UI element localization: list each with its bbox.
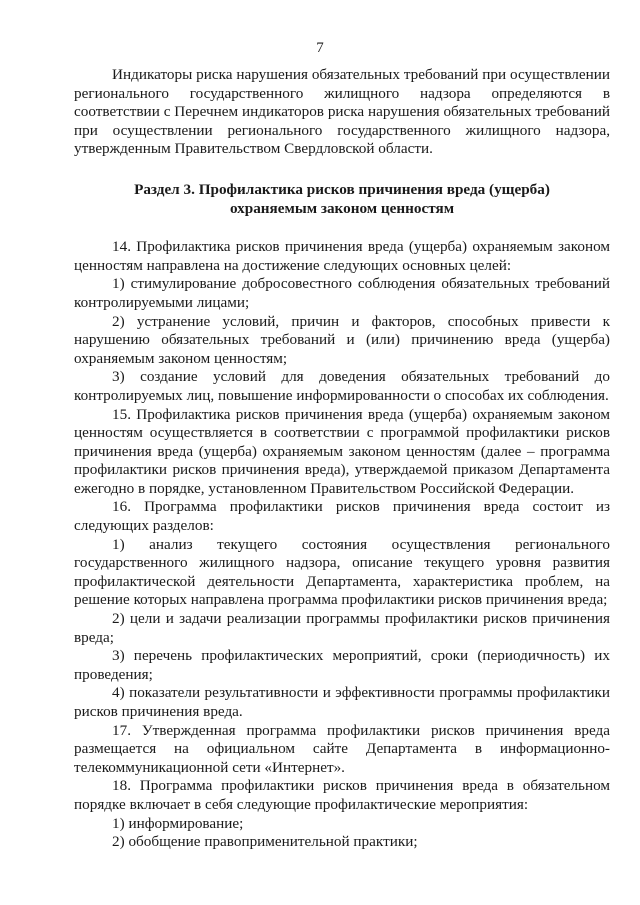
list-item-16-2: 2) цели и задачи реализации программы профилактики рисков причинения вреда; [74,610,610,646]
paragraph-17: 17. Утвержденная программа профилактики рисков причинения вреда размещается на официальном сайте Департамента в информационно-телекоммуникационной сети «Интернет». [74,721,610,776]
list-item-18-2: 2) обобщение правоприменительной практики; [112,833,418,851]
paragraph-18: 18. Программа профилактики рисков причинения вреда в обязательном порядке включает в себя следующие профилактические мероприятия: [74,777,610,813]
list-item-14-2: 2) устранение условий, причин и факторов, способных привести к нарушению обязательных требований и (или) причинению вреда (ущерба) охраняемым законом ценностям; [74,312,610,367]
list-item-14-3: 3) создание условий для доведения обязательных требований до контролируемых лиц, повышение информированности о способах их соблюдения. [74,368,610,404]
list-item-16-4: 4) показатели результативности и эффективности программы профилактики рисков причинения вреда. [74,684,610,720]
list-item-18-1: 1) информирование; [112,814,244,832]
list-item-14-1: 1) стимулирование добросовестного соблюдения обязательных требований контролируемыми лицами; [74,275,610,311]
list-item-16-3: 3) перечень профилактических мероприятий, сроки (периодичность) их проведения; [74,647,610,683]
paragraph-15: 15. Профилактика рисков причинения вреда (ущерба) охраняемым законом ценностям осуществляется в соответствии с программой профилактики рисков причинения вреда (ущерба) охраняемым законом ценностям (далее – программа профилактики рисков причинения вреда), утверждаемой приказом Департамента ежегодно в порядке, установленном Правительством Российской Федерации. [74,405,610,497]
section-heading-line-1: Раздел 3. Профилактика рисков причинения вреда (ущерба) [134,180,550,198]
intro-paragraph: Индикаторы риска нарушения обязательных требований при осуществлении регионального государственного жилищного надзора определяются в соответствии с Перечнем индикаторов риска нарушения обязательных требований при осуществлении регионального государственного жилищного надзора, утвержденным Правительством Свердловской области. [74,66,610,158]
document-body [74,66,610,852]
paragraph-14: 14. Профилактика рисков причинения вреда (ущерба) охраняемым законом ценностям направлена на достижение следующих основных целей: [74,238,610,274]
page-number: 7 [316,40,324,56]
paragraph-16: 16. Программа профилактики рисков причинения вреда состоит из следующих разделов: [74,498,610,535]
section-heading-line-2: охраняемым законом ценностям [229,199,455,217]
list-item-16-1: 1) анализ текущего состояния осуществления регионального государственного жилищного надзора, описание текущего уровня развития профилактической деятельности Департамента, характеристика проблем, на решение которых направлена программа профилактики рисков причинения вреда; [74,535,610,609]
section-heading [74,181,610,218]
